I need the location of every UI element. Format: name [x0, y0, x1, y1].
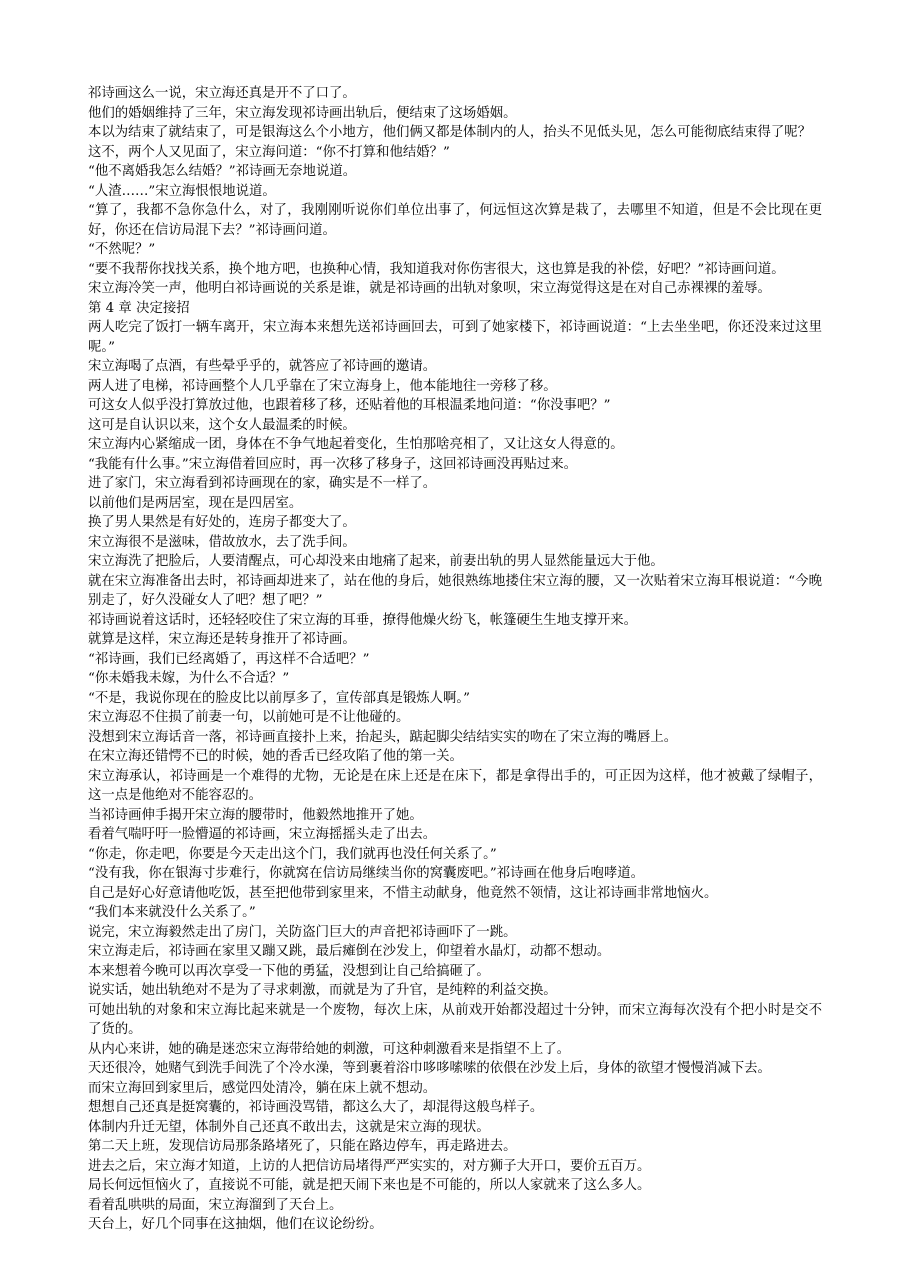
- paragraph: 局长何远恒恼火了，直接说不可能，就是把天闹下来也是不可能的，所以人家就来了这么多人。: [88, 1178, 651, 1193]
- paragraph: 就在宋立海准备出去时，祁诗画却进来了，站在他的身后，她很熟练地搂住宋立海的腰，又一次贴着宋立海耳根说道：“今晚别走了，好久没碰女人了吧？想了吧？”: [88, 573, 822, 608]
- paragraph: 换了男人果然是有好处的，连房子都变大了。: [88, 515, 356, 530]
- paragraph: 当祁诗画伸手揭开宋立海的腰带时，他毅然地推开了她。: [88, 807, 423, 823]
- paragraph: 宋立海很不是滋味，借故放水，去了洗手间。: [88, 534, 356, 550]
- document-body: [88, 84, 822, 1235]
- paragraph: 想想自己还真是挺窝囊的，祁诗画没骂错，都这么大了，却混得这般鸟样子。: [88, 1100, 544, 1115]
- paragraph: 这不，两个人又见面了，宋立海问道：“你不打算和他结婚？”: [88, 144, 450, 160]
- paragraph: 从内心来讲，她的确是迷恋宋立海带给她的刺激，可这种刺激看来是指望不上了。: [88, 1041, 571, 1057]
- paragraph: 宋立海冷笑一声，他明白祁诗画说的关系是谁，就是祁诗画的出轨对象呗，宋立海觉得这是在对自己赤裸裸的羞辱。: [88, 281, 771, 296]
- paragraph: 宋立海洗了把脸后，人要清醒点，可心却没来由地痛了起来，前妻出轨的男人显然能量远大于他。: [88, 554, 664, 569]
- paragraph: 第二天上班，发现信访局那条路堵死了，只能在路边停车，再走路进去。: [88, 1139, 517, 1154]
- paragraph: 看着乱哄哄的局面，宋立海溜到了天台上。: [88, 1197, 343, 1213]
- paragraph: 宋立海喝了点酒，有些晕乎乎的，就答应了祁诗画的邀请。: [88, 359, 437, 374]
- paragraph: 宋立海忍不住损了前妻一句，以前她可是不让他碰的。: [88, 710, 410, 725]
- paragraph: 宋立海承认，祁诗画是一个难得的尤物，无论是在床上还是在床下，都是拿得出手的，可正因为这样，他才被戴了绿帽子，这一点是他绝对不能容忍的。: [88, 768, 822, 803]
- paragraph: “你走，你走吧，你要是今天走出这个门，我们就再也没任何关系了。”: [88, 846, 497, 862]
- paragraph: 他们的婚姻维持了三年，宋立海发现祁诗画出轨后，便结束了这场婚姻。: [88, 105, 517, 121]
- paragraph: 两人吃完了饭打一辆车离开，宋立海本来想先送祁诗画回去，可到了她家楼下，祁诗画说道：“上去坐坐吧，你还没来过这里呢。”: [88, 320, 822, 355]
- paragraph: 说完，宋立海毅然走出了房门，关防盗门巨大的声音把祁诗画吓了一跳。: [88, 924, 517, 940]
- paragraph: 进了家门，宋立海看到祁诗画现在的家，确实是不一样了。: [88, 476, 437, 491]
- paragraph: “祁诗画，我们已经离婚了，再这样不合适吧？”: [88, 651, 370, 667]
- paragraph: 说实话，她出轨绝对不是为了寻求刺激，而就是为了升官，是纯粹的利益交换。: [88, 983, 557, 998]
- paragraph: “我们本来就没什么关系了。”: [88, 905, 256, 920]
- paragraph: 祁诗画说着这话时，还轻轻咬住了宋立海的耳垂，撩得他燥火纷飞，帐篷硬生生地支撑开来。: [88, 612, 638, 628]
- paragraph: 这可是自认识以来，这个女人最温柔的时候。: [88, 417, 356, 433]
- paragraph: 进去之后，宋立海才知道，上访的人把信访局堵得严严实实的，对方狮子大开口，要价五百万。: [88, 1158, 651, 1174]
- paragraph: “不然呢？”: [88, 242, 156, 257]
- paragraph: 宋立海内心紧缩成一团，身体在不争气地起着变化，生怕那啥亮相了，又让这女人得意的。: [88, 437, 624, 452]
- paragraph: 天还很冷，她赌气到洗手间洗了个冷水澡，等到裹着浴巾哆哆嗦嗦的依偎在沙发上后，身体的欲望才慢慢消减下去。: [88, 1061, 771, 1076]
- paragraph: “算了，我都不急你急什么，对了，我刚刚听说你们单位出事了，何远恒这次算是栽了，去哪里不知道，但是不会比现在更好，你还在信访局混下去？”祁诗画问道。: [88, 203, 822, 238]
- paragraph: “不是，我说你现在的脸皮比以前厚多了，宣传部真是锻炼人啊。”: [88, 690, 470, 706]
- paragraph: “人渣……”宋立海恨恨地说道。: [88, 183, 276, 199]
- paragraph: 宋立海走后，祁诗画在家里又蹦又跳，最后瘫倒在沙发上，仰望着水晶灯，动都不想动。: [88, 944, 611, 959]
- paragraph: 看着气喘吁吁一脸懵逼的祁诗画，宋立海摇摇头走了出去。: [88, 827, 437, 842]
- paragraph: 本以为结束了就结束了，可是银海这么个小地方，他们俩又都是体制内的人，抬头不见低头见，怎么可能彻底结束得了呢？: [88, 125, 812, 140]
- paragraph: 而宋立海回到家里后，感觉四处清冷，躺在床上就不想动。: [88, 1080, 437, 1096]
- paragraph: 自己是好心好意请他吃饭，甚至把他带到家里来，不惜主动献身，他竟然不领情，这让祁诗画非常地恼火。: [88, 885, 718, 901]
- paragraph: 可她出轨的对象和宋立海比起来就是一个废物，每次上床，从前戏开始都没超过十分钟，而宋立海每次没有个把小时是交不了货的。: [88, 1002, 822, 1037]
- paragraph: 本来想着今晚可以再次享受一下他的勇猛，没想到让自己给搞砸了。: [88, 963, 490, 979]
- paragraph: 在宋立海还错愕不已的时候，她的香舌已经攻陷了他的第一关。: [88, 749, 463, 764]
- paragraph: 以前他们是两居室，现在是四居室。: [88, 495, 303, 511]
- chapter-heading: 第 4 章 决定接招: [88, 300, 190, 316]
- paragraph: 祁诗画这么一说，宋立海还真是开不了口了。: [88, 86, 356, 101]
- paragraph: 就算是这样，宋立海还是转身推开了祁诗画。: [88, 632, 356, 647]
- paragraph: 体制内升迁无望，体制外自己还真不敢出去，这就是宋立海的现状。: [88, 1119, 490, 1135]
- paragraph: “我能有什么事。”宋立海借着回应时，再一次移了移身子，这回祁诗画没再贴过来。: [88, 456, 578, 472]
- paragraph: “没有我，你在银海寸步难行，你就窝在信访局继续当你的窝囊废吧。”祁诗画在他身后咆哮道。: [88, 866, 645, 881]
- paragraph: “他不离婚我怎么结婚？”祁诗画无奈地说道。: [88, 164, 357, 179]
- paragraph: 可这女人似乎没打算放过他，也跟着移了移，还贴着他的耳根温柔地问道：“你没事吧？”: [88, 398, 611, 413]
- paragraph: 两人进了电梯，祁诗画整个人几乎靠在了宋立海身上，他本能地往一旁移了移。: [88, 378, 557, 394]
- paragraph: 没想到宋立海话音一落，祁诗画直接扑上来，抬起头，踮起脚尖结结实实的吻在了宋立海的嘴唇上。: [88, 729, 678, 745]
- paragraph: “要不我帮你找找关系，换个地方吧，也换种心情，我知道我对你伤害很大，这也算是我的补偿，好吧？”祁诗画问道。: [88, 261, 785, 277]
- paragraph: 天台上，好几个同事在这抽烟，他们在议论纷纷。: [88, 1217, 383, 1232]
- paragraph: “你未婚我未嫁，为什么不合适？”: [88, 671, 290, 686]
